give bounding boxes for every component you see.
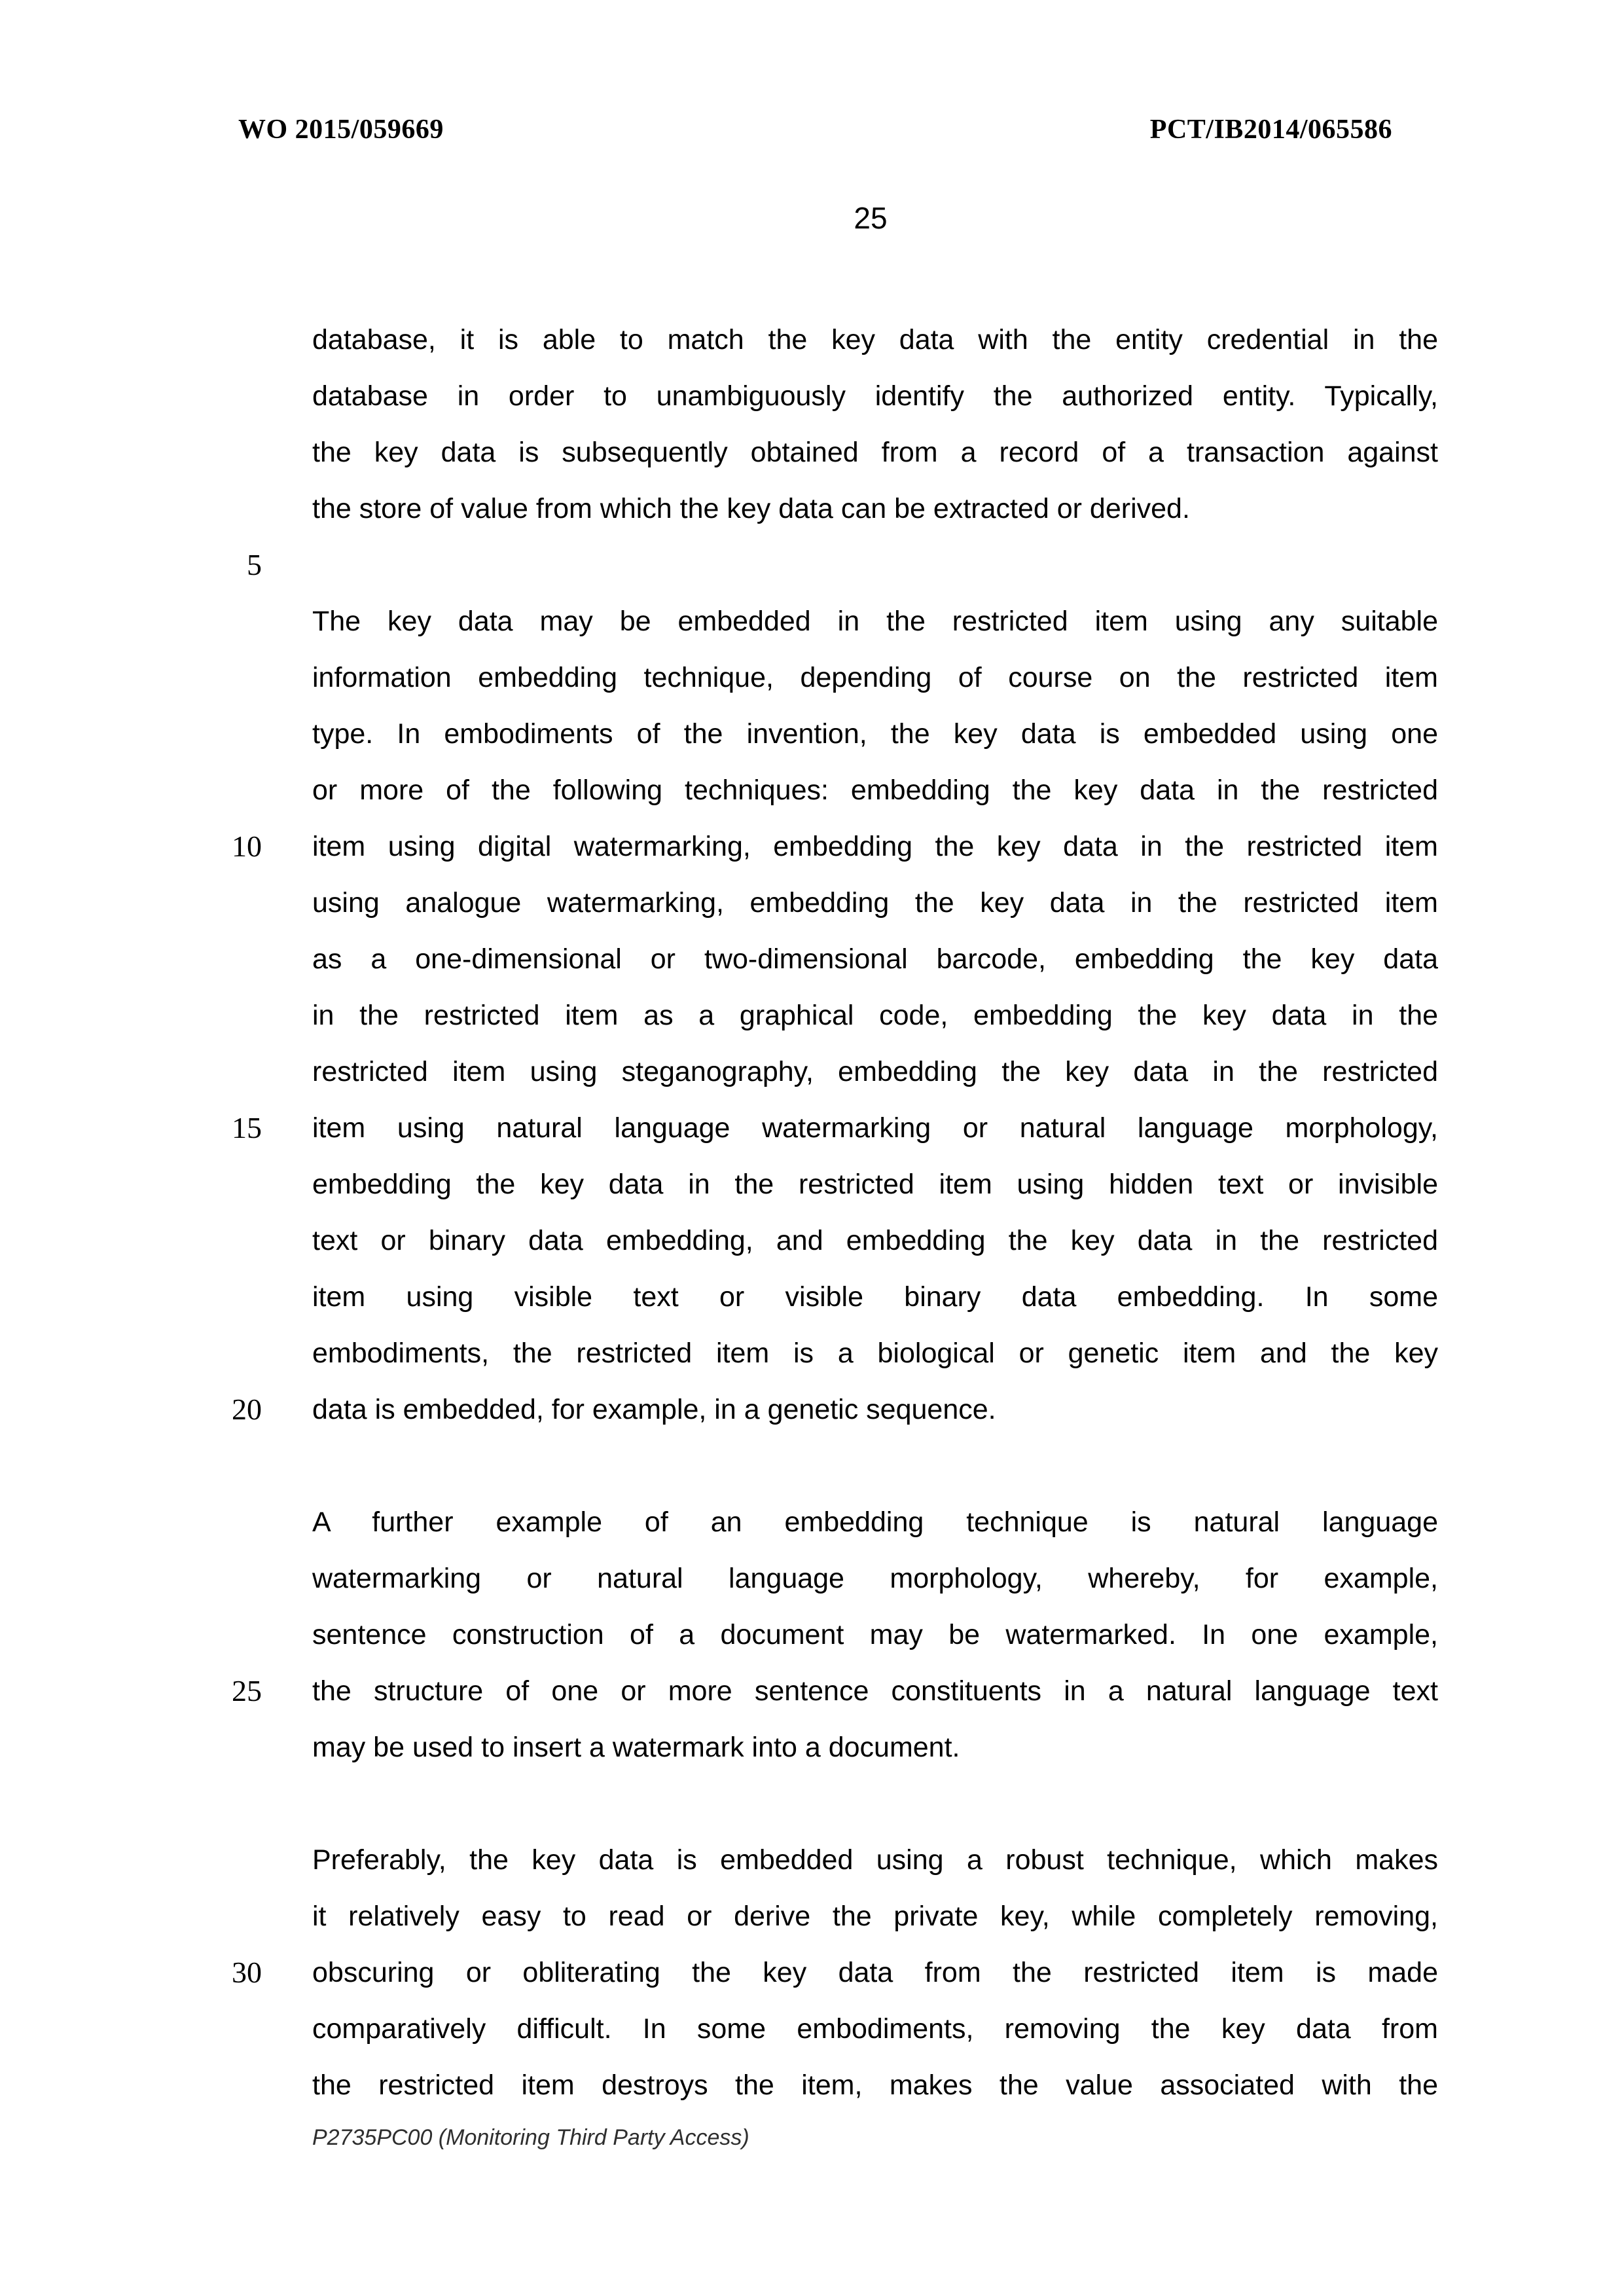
text-line: in the restricted item as a graphical code, embedding the key data in the <box>312 1000 1438 1031</box>
text-line: the store of value from which the key data can be extracted or derived. <box>312 493 1190 524</box>
page-number: 25 <box>854 201 888 235</box>
margin-line-number: 25 <box>232 1674 262 1707</box>
text-line: the restricted item destroys the item, makes the value associated with the <box>312 2069 1438 2101</box>
text-line: embedding the key data in the restricted item using hidden text or invisible <box>312 1169 1438 1200</box>
margin-line-number: 5 <box>247 548 262 581</box>
text-line: item using digital watermarking, embedding the key data in the restricted item <box>312 831 1438 862</box>
text-line: database in order to unambiguously identify the authorized entity. Typically, <box>312 380 1438 412</box>
text-line: item using visible text or visible binary data embedding. In some <box>312 1281 1438 1313</box>
body-text <box>312 312 1438 2145</box>
application-number: PCT/IB2014/065586 <box>1149 115 1392 145</box>
text-line: the structure of one or more sentence constituents in a natural language text <box>312 1675 1438 1707</box>
text-line: A further example of an embedding technique is natural language <box>312 1506 1438 1538</box>
line-number-column <box>118 312 262 2145</box>
text-line: using analogue watermarking, embedding the key data in the restricted item <box>312 887 1438 919</box>
text-line: information embedding technique, depending of course on the restricted item <box>312 662 1438 693</box>
text-line: may be used to insert a watermark into a document. <box>312 1732 960 1763</box>
text-line: data is embedded, for example, in a genetic sequence. <box>312 1394 996 1425</box>
margin-line-number: 30 <box>232 1956 262 1989</box>
text-line: it relatively easy to read or derive the private key, while completely removing, <box>312 1901 1438 1932</box>
margin-line-number: 10 <box>232 829 262 863</box>
text-line: Preferably, the key data is embedded using a robust technique, which makes <box>312 1844 1438 1876</box>
text-line: type. In embodiments of the invention, the key data is embedded using one <box>312 718 1438 750</box>
margin-line-number: 15 <box>232 1111 262 1144</box>
margin-line-number: 20 <box>232 1393 262 1426</box>
text-line: restricted item using steganography, embedding the key data in the restricted <box>312 1056 1438 1087</box>
text-line: The key data may be embedded in the restricted item using any suitable <box>312 606 1438 637</box>
text-line: item using natural language watermarking or natural language morphology, <box>312 1112 1438 1144</box>
publication-number: WO 2015/059669 <box>238 115 444 145</box>
text-line: as a one-dimensional or two-dimensional barcode, embedding the key data <box>312 943 1438 975</box>
text-line: or more of the following techniques: embedding the key data in the restricted <box>312 774 1438 806</box>
text-line: text or binary data embedding, and embedding the key data in the restricted <box>312 1225 1438 1256</box>
text-line: database, it is able to match the key data with the entity credential in the <box>312 324 1438 355</box>
text-line: comparatively difficult. In some embodiments, removing the key data from <box>312 2013 1438 2045</box>
text-line: embodiments, the restricted item is a biological or genetic item and the key <box>312 1338 1438 1369</box>
docket-footer: P2735PC00 (Monitoring Third Party Access) <box>312 2125 749 2150</box>
text-line: the key data is subsequently obtained from a record of a transaction against <box>312 437 1438 468</box>
text-line: watermarking or natural language morphology, whereby, for example, <box>312 1563 1438 1594</box>
text-line: obscuring or obliterating the key data from the restricted item is made <box>312 1957 1438 1988</box>
text-line: sentence construction of a document may be watermarked. In one example, <box>312 1619 1438 1650</box>
